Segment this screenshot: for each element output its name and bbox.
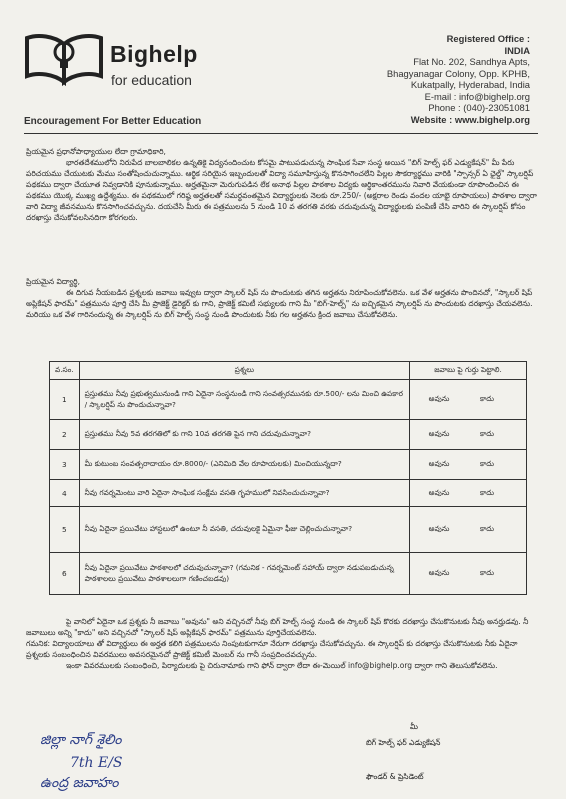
table-row xyxy=(50,480,527,507)
row-question: ప్రస్తుతము నీవు ప్రభుత్వమునుండి గాని ఏదైనా సంస్థనుండి గాని సంవత్సరమునకు రూ.500/- లను మించి ఉపకార / స్కాలర్షిప్ ను పొందుచున్నావా? xyxy=(79,380,409,420)
answer-no[interactable]: కాదు xyxy=(479,429,494,438)
paragraph-2: ఈ దిగువ నీయబడిన ప్రశ్నలకు జవాబు ఇవ్వుట ద్వారా స్కాలర్ షిప్ ను పొందుటకు తగిన అర్హతను నిరూపించుకోవలెను. ఒక వేళ అర్హతను పొందినచో, "స్కాలర్ షిప్ అప్లికేషన్ ఫారమ్" పత్రమును పూర్తి చేసి మీ ప్రాజెక్ట్ డైరెక్టర్ కు గాని, ప్రాజెక్ట్ కమిటీ సభ్యులకు గాని మీ "బిగ్-హెల్ప్" ను ఐచ్ఛికమైన స్కాలర్షిప్ ను పొందుటకు దరఖాస్తు చేయవలెను. మరియు ఒక వేళ గారినందున్న ఈ స్కాలర్షిప్ ను బిగ్ హెల్ప్ సంస్థ నుండి పొందుటకు నీకు గల అర్హతను క్రింద జవాబు చేసుకోవలెను. xyxy=(26,288,533,319)
answer-no[interactable]: కాదు xyxy=(479,487,494,497)
row-number: 4 xyxy=(50,480,80,507)
row-question: నీవు ఏదైనా ప్రయివేటు హాస్టలులో ఉంటూ నీ వసతి, చదువులకై ఏమైనా ఫీజు చెల్లించుచున్నావా? xyxy=(79,507,409,553)
answer-cell xyxy=(410,450,527,480)
tagline: Encouragement For Better Education xyxy=(24,116,202,127)
answer-cell xyxy=(410,480,527,507)
answer-yes[interactable]: అవును xyxy=(428,568,450,577)
table-row xyxy=(50,420,527,450)
answer-yes[interactable]: అవును xyxy=(428,459,450,468)
table-row xyxy=(50,380,527,420)
website-line: Website : www.bighelp.org xyxy=(410,113,530,125)
letter-intro xyxy=(26,146,540,223)
answer-cell xyxy=(410,507,527,553)
row-number: 5 xyxy=(50,507,80,553)
answer-yes[interactable]: అవును xyxy=(428,487,450,497)
table-header-row xyxy=(50,362,527,380)
paragraph-note: గమనిక: విద్యాలయాలు తో విద్యార్థులు ఈ అర్హత కలిగి పత్రములను నింపుటకుగానూ నేరుగా దరఖాస్తు చేసుకోవచ్చును. ఈ స్కాలర్షిప్ కు దరఖాస్తు చేసుకొనుటకు నీకు ఏదైనా ప్రశ్నలకు సంబంధించిన వివరములు అవసరమైనచో ప్రాజెక్ట్ కమిటీ మెంబర్ ను గానీ సంప్రదించవచ్చును. xyxy=(26,639,518,659)
letter-student xyxy=(26,276,540,320)
table-row xyxy=(50,507,527,553)
registered-office-label: Registered Office : xyxy=(446,33,530,44)
header-answer: జవాబు పై గుర్తు పెట్టాలి. xyxy=(410,362,527,380)
paragraph-3: పై వానిలో ఏదైనా ఒక ప్రశ్నకు నీ జవాబు "అవును" అని వచ్చినచో నీవు బిగ్ హెల్ప్ సంస్థ నుండి ఈ స్కాలర్ షిప్ కొరకు దరఖాస్తు చేసుకొనుటకు నీవు అనర్హుడవు. నీ జవాబులు అన్ని "కాదు" అని వచ్చినచో "స్కాలర్ షిప్ అప్లికేషన్ ఫారమ్" పత్రమును పూర్తిచేయవలెను. xyxy=(26,617,529,637)
salutation-teacher: ప్రియమైన ప్రధానోపాధ్యాయుల లేదా గ్రామాధికారి, xyxy=(26,147,166,156)
closing-you: మీ xyxy=(410,722,418,731)
table-row xyxy=(50,450,527,480)
answer-cell xyxy=(410,420,527,450)
answer-yes[interactable]: అవును xyxy=(428,524,450,533)
answer-no[interactable]: కాదు xyxy=(479,568,494,577)
row-question: ప్రస్తుతము నీవు 5వ తరగతిలో కు గాని 10వ తరగతి పైన గాని చదువుచున్నావా? xyxy=(79,420,409,450)
header-questions: ప్రశ్నలు xyxy=(79,362,409,380)
phone-line: Phone : (040)-23051081 xyxy=(428,102,530,113)
row-question: నీవు గవర్నమెంటు వారి ఏదైనా సాంఘిక సంక్షేమ వసతి గృహములో నివసించుచున్నావా? xyxy=(79,480,409,507)
handwritten-place: ఉంద్ర జవాహం xyxy=(40,775,119,791)
address-line: INDIA xyxy=(504,44,530,56)
address-line: Kukatpally, Hyderabad, India xyxy=(410,79,530,90)
questions-table xyxy=(49,361,527,595)
brand-name: Bighelp xyxy=(110,41,198,67)
answer-cell xyxy=(410,380,527,420)
answer-yes[interactable]: అవును xyxy=(428,429,450,438)
header-serial: వ.సం. xyxy=(50,362,80,380)
paragraph-contact: ఇంకా వివరములకు సంబంధించి, పిర్యాదులకు పై చిరునామాకు గాని ఫోన్ ద్వారా లేదా ఈ-మెయిల్ info@bighelp.org ద్వారా గాని తెలుసుకోవలెను. xyxy=(66,661,498,670)
email-line: E-mail : info@bighelp.org xyxy=(424,90,530,102)
header-divider xyxy=(24,133,538,134)
answer-no[interactable]: కాదు xyxy=(479,394,494,403)
table-row xyxy=(50,553,527,595)
brand-subtitle: for education xyxy=(111,72,192,88)
letter-conclusion xyxy=(26,616,540,671)
closing-title: ఫౌండర్ & ప్రెసిడెంట్ xyxy=(366,772,424,781)
book-and-lightbulb-icon xyxy=(24,30,104,90)
handwritten-class: 7th E/S xyxy=(70,755,123,771)
salutation-student: ప్రియమైన విద్యార్థి, xyxy=(26,277,80,286)
answer-no[interactable]: కాదు xyxy=(479,524,494,533)
row-number: 1 xyxy=(50,380,80,420)
handwritten-district: జిల్లా నాగ్ శైలిం xyxy=(40,732,122,748)
paragraph-1: భారతదేశములోని నిరుపేద బాలబాలికల ఉన్నతికై విద్యనందించుట కోసమై పాటుపడుచున్న సాంఘిక సేవా సంస్థ అయిన "బిగ్ హెల్ప్ ఫర్ ఎడ్యుకేషన్" మీ పేరు పరిచయము చేయుటకు మేము సంతోషించుచున్నాము. ఆర్థిక సరియైన ఇబ్బందులతో విద్యా సమూహిస్తున్న కొనసాగించలేని పిల్లల సౌకర్యార్థము వారికి "స్పాన్సర్ ఏ ఛైల్డ్" స్కాలర్షిప్ పథకము ద్వారా చేయూత నివ్వడానికి పూనుకున్నాము. అర్హతమైనా మెరుగుపడిన లేక అనాథ పిల్లల పాఠశాల విద్యకు ఆర్థికాంతరమును నివారి వేయకుండా రూపొందించిన ఈ పథకము యొక్క ముఖ్య ఉద్దేశ్యము. ఈ పథకములో గరిష్ఠ అర్హతలతో సమర్థవంతమైన విద్యార్థులకు నెలకు రూ.250/- (అక్షరాల రెండు వందల యాభై రూపాయలు) పాఠశాల ద్వారా వారి విద్యా జీవనమును కొనసాగించవచ్చును. దయచేసి మీరు ఈ పత్రములను 5 నుండి 10 వ తరగతి వరకు చదువుచున్న విద్యార్థులకు పంపిణీ చేసి వారిని ఈ స్కాలర్షిప్ కోసం దరఖాస్తు చేసుకోవలసినదిగా కోరగలరు. xyxy=(26,158,537,222)
answer-yes[interactable]: అవును xyxy=(428,394,450,403)
address-block xyxy=(290,33,530,125)
answer-no[interactable]: కాదు xyxy=(479,459,494,468)
address-line: Bhagyanagar Colony, Opp. KPHB, xyxy=(386,67,530,79)
row-number: 2 xyxy=(50,420,80,450)
row-number: 6 xyxy=(50,553,80,595)
row-number: 3 xyxy=(50,450,80,480)
address-line: Flat No. 202, Sandhya Apts, xyxy=(413,56,530,67)
row-question: నీవు ఏదైనా ప్రయివేటు పాఠశాలలో చదువుచున్నావా? (గమనిక - గవర్నమెంట్ సహాయ్ ద్వారా నడుపబడుచున్న పాఠశాలలు ప్రయివేటు పాఠశాలలుగా గణించబడవు) xyxy=(79,553,409,595)
row-question: మీ కుటుంబ సంవత్సరాదాయం రూ.8000/- (ఎనిమిది వేల రూపాయలకు) మించియున్నదా? xyxy=(79,450,409,480)
answer-cell xyxy=(410,553,527,595)
closing-organization: బిగ్ హెల్ప్ ఫర్ ఎడ్యుకేషన్ xyxy=(366,738,441,747)
